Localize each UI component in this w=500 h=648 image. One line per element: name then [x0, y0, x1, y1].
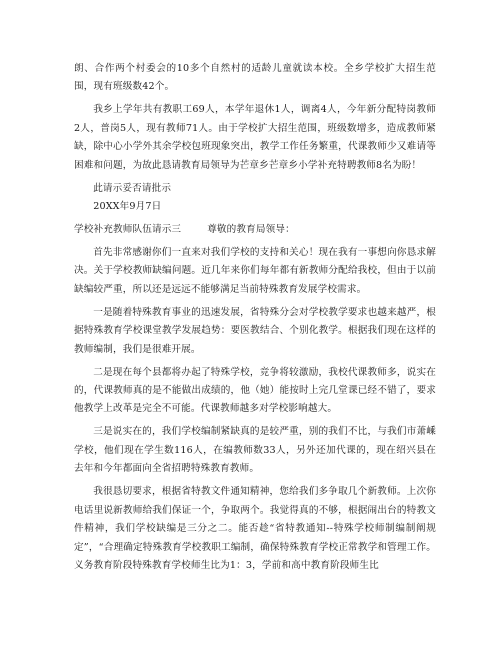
paragraph-date: 20XX年9月7日: [93, 201, 162, 213]
paragraph-reason-two: 二是现在每个县都将办起了特殊学校，竞争将较激励，我校代课教师多，说实在的，代课教师真的是不能做出成绩的，他（她）能按时上完几堂课已经不错了，要求他教学上改革是完全不可能。代课教师越多对学校影响越大。: [74, 366, 436, 415]
paragraph-request-approval: 此请示妥否请批示: [93, 182, 172, 194]
document-title: 学校补充教师队伍请示三: [74, 224, 182, 236]
paragraph-continuation: 朗、合作两个村委会的10多个自然村的适龄儿童就读本校。全乡学校扩大招生范围，现有班级数42个。: [74, 63, 436, 93]
paragraph-request: 我很恳切要求，根据省特教文件通知精神，您给我们多争取几个新教师。上次你电话里说新教师给我们保证一个，争取两个。我觉得真的不够，根据闹出台的特教文件精神，我们学校缺编是三分之二。能否趁“省特教通知--特殊学校师制编制阐规定”，“合理确定特殊教育学校教职工编制，确保特殊教育学校正常教学和管理工作。义务教育阶段特殊教育学校师生比为1：3，学前和高中教育阶段师生比: [74, 486, 436, 571]
salutation: 尊敬的教育局领导：: [207, 224, 295, 236]
paragraph-staff-numbers: 我乡上学年共有教职工69人，本学年退休1人，调离4人，今年新分配特岗教师2人，普岗5人，现有教师71人。由于学校扩大招生范围，班级数增多，造成教师紧缺，除中心小学外其余学校包班现象突出，教学工作任务繁重，代课教师少又难请等困难和问题，为故此恳请教育局领导为芒章乡芒章乡小学补充特聘教师8名为盼！: [74, 104, 436, 171]
paragraph-reason-three: 三是说实在的，我们学校编制紧缺真的是较严重，别的我们不比，与我们市萧嵊学校，他们现在学生数116人，在编教师数33人，另外还加代课的，现在绍兴县在去年和今年都面向全省招聘特殊教育教师。: [74, 426, 436, 475]
paragraph-reason-one: 一是随着特殊教育事业的迅速发展，省特殊分会对学校教学要求也越来越严，根据特殊教育学校课堂教学发展趋势：要医教结合、个别化教学。根据我们现在这样的教师编制，我们是很难开展。: [74, 306, 436, 355]
paragraph-thanks: 首先非常感谢你们一直来对我们学校的支持和关心！现在我有一事想向你恳求解决。关于学校教师缺编问题。近几年来你们每年都有新教师分配给我校，但由于以前缺编较严重，所以还是远远不能够满足当前特殊教育发展学校需求。: [74, 247, 436, 295]
document-page: [74, 60, 436, 575]
document-heading-line: [74, 221, 436, 239]
